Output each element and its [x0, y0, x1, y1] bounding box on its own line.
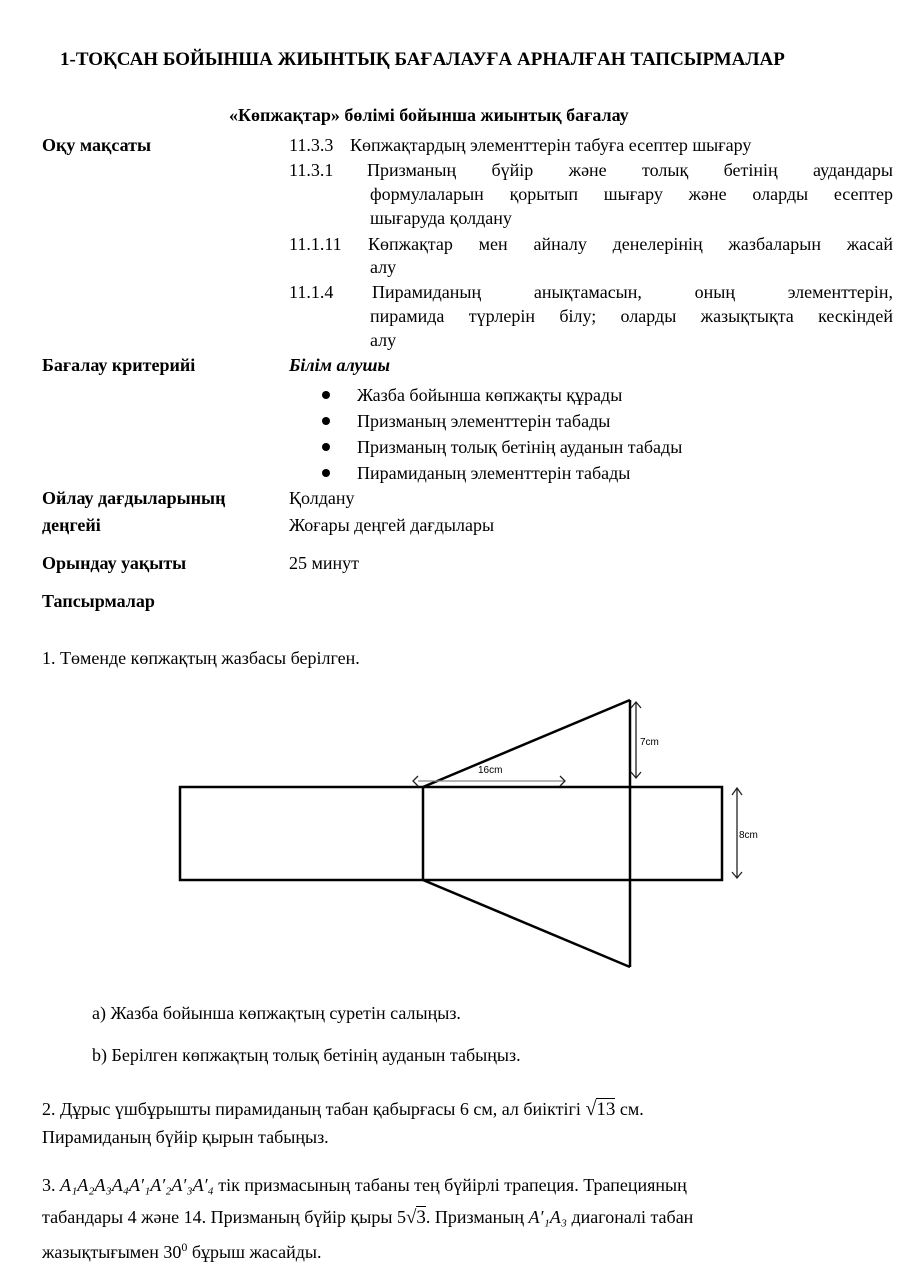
- criteria-label: Бағалау критерийі: [42, 355, 196, 375]
- triangle-top-edge: [423, 700, 630, 787]
- thinking-label: деңгейі: [42, 515, 101, 535]
- document-title: 1-ТОҚСАН БОЙЫНША ЖИЫНТЫҚ БАҒАЛАУҒА АРНАЛҒАН ТАПСЫРМАЛАР: [60, 49, 785, 70]
- objectives-label: Оқу мақсаты: [42, 135, 152, 155]
- objective-text: Призманың бүйір және толық бетінің аудандары: [367, 160, 893, 180]
- task3-line2: табандары 4 және 14. Призманың бүйір қыры 5√3. Призманың A′₁A₃ диагоналі табан: [42, 1207, 694, 1228]
- task1-part-a: a) Жазба бойынша көпжақтың суретін салыңыз.: [92, 1003, 461, 1023]
- objective-code: 11.3.3: [289, 135, 334, 155]
- objective-text: Пирамиданың анықтамасын, оның элементтерін,: [372, 282, 893, 302]
- height-label: 7cm: [640, 737, 659, 748]
- width-label: 8cm: [739, 830, 758, 841]
- tasks-label: Тапсырмалар: [42, 591, 155, 611]
- criteria-heading: Білім алушы: [289, 355, 390, 375]
- thinking-label: Ойлау дағдыларының: [42, 488, 226, 508]
- criteria-item: Призманың толық бетінің ауданын табады: [357, 437, 683, 457]
- criteria-item: Пирамиданың элементтерін табады: [357, 463, 631, 483]
- section-subtitle: «Көпжақтар» бөлімі бойынша жиынтық бағалау: [229, 105, 629, 125]
- time-label: Орындау уақыты: [42, 553, 187, 573]
- criteria-item: Жазба бойынша көпжақты құрады: [357, 385, 623, 405]
- net-rectangle: [180, 787, 722, 880]
- task1-part-b: b) Берілген көпжақтың толық бетінің ауданын табыңыз.: [92, 1045, 521, 1065]
- thinking-value: Қолдану: [289, 488, 355, 508]
- objective-text: Көпжақтар мен айналу денелерінің жазбаларын жасай: [368, 234, 893, 254]
- task2-line1: 2. Дұрыс үшбұрышты пирамиданың табан қабырғасы 6 см, ал биіктігі √13 см.: [42, 1098, 644, 1120]
- task2-line2: Пирамиданың бүйір қырын табыңыз.: [42, 1127, 329, 1147]
- length-label: 16cm: [478, 765, 503, 776]
- triangle-bottom-edge: [423, 880, 630, 967]
- objective-text: формулаларын қорытып шығару және оларды есептер: [370, 184, 893, 204]
- objective-code: 11.3.1: [289, 160, 334, 180]
- task3-line1: 3. A₁A₂A₃A₄A′₁A′₂A′₃A′₄ тік призмасының табаны тең бүйірлі трапеция. Трапецияның: [42, 1175, 687, 1195]
- objective-text: шығаруда қолдану: [370, 208, 512, 228]
- thinking-value: Жоғары деңгей дағдылары: [289, 515, 495, 535]
- objective-text: алу: [370, 330, 397, 350]
- task1-text: 1. Төменде көпжақтың жазбасы берілген.: [42, 648, 360, 668]
- objective-text: пирамида түрлерін білу; оларды жазықтықта кескіндей: [370, 306, 893, 326]
- criteria-item: Призманың элементтерін табады: [357, 411, 611, 431]
- task3-line3: жазықтығымен $30^0$ бұрыш жасайды.: [42, 1240, 322, 1262]
- objective-text: алу: [370, 257, 397, 277]
- time-value: 25 минут: [289, 553, 360, 573]
- objective-code: 11.1.11: [289, 234, 342, 254]
- objective-code: 11.1.4: [289, 282, 334, 302]
- objective-text: Көпжақтардың элементтерін табуға есептер шығару: [350, 135, 752, 155]
